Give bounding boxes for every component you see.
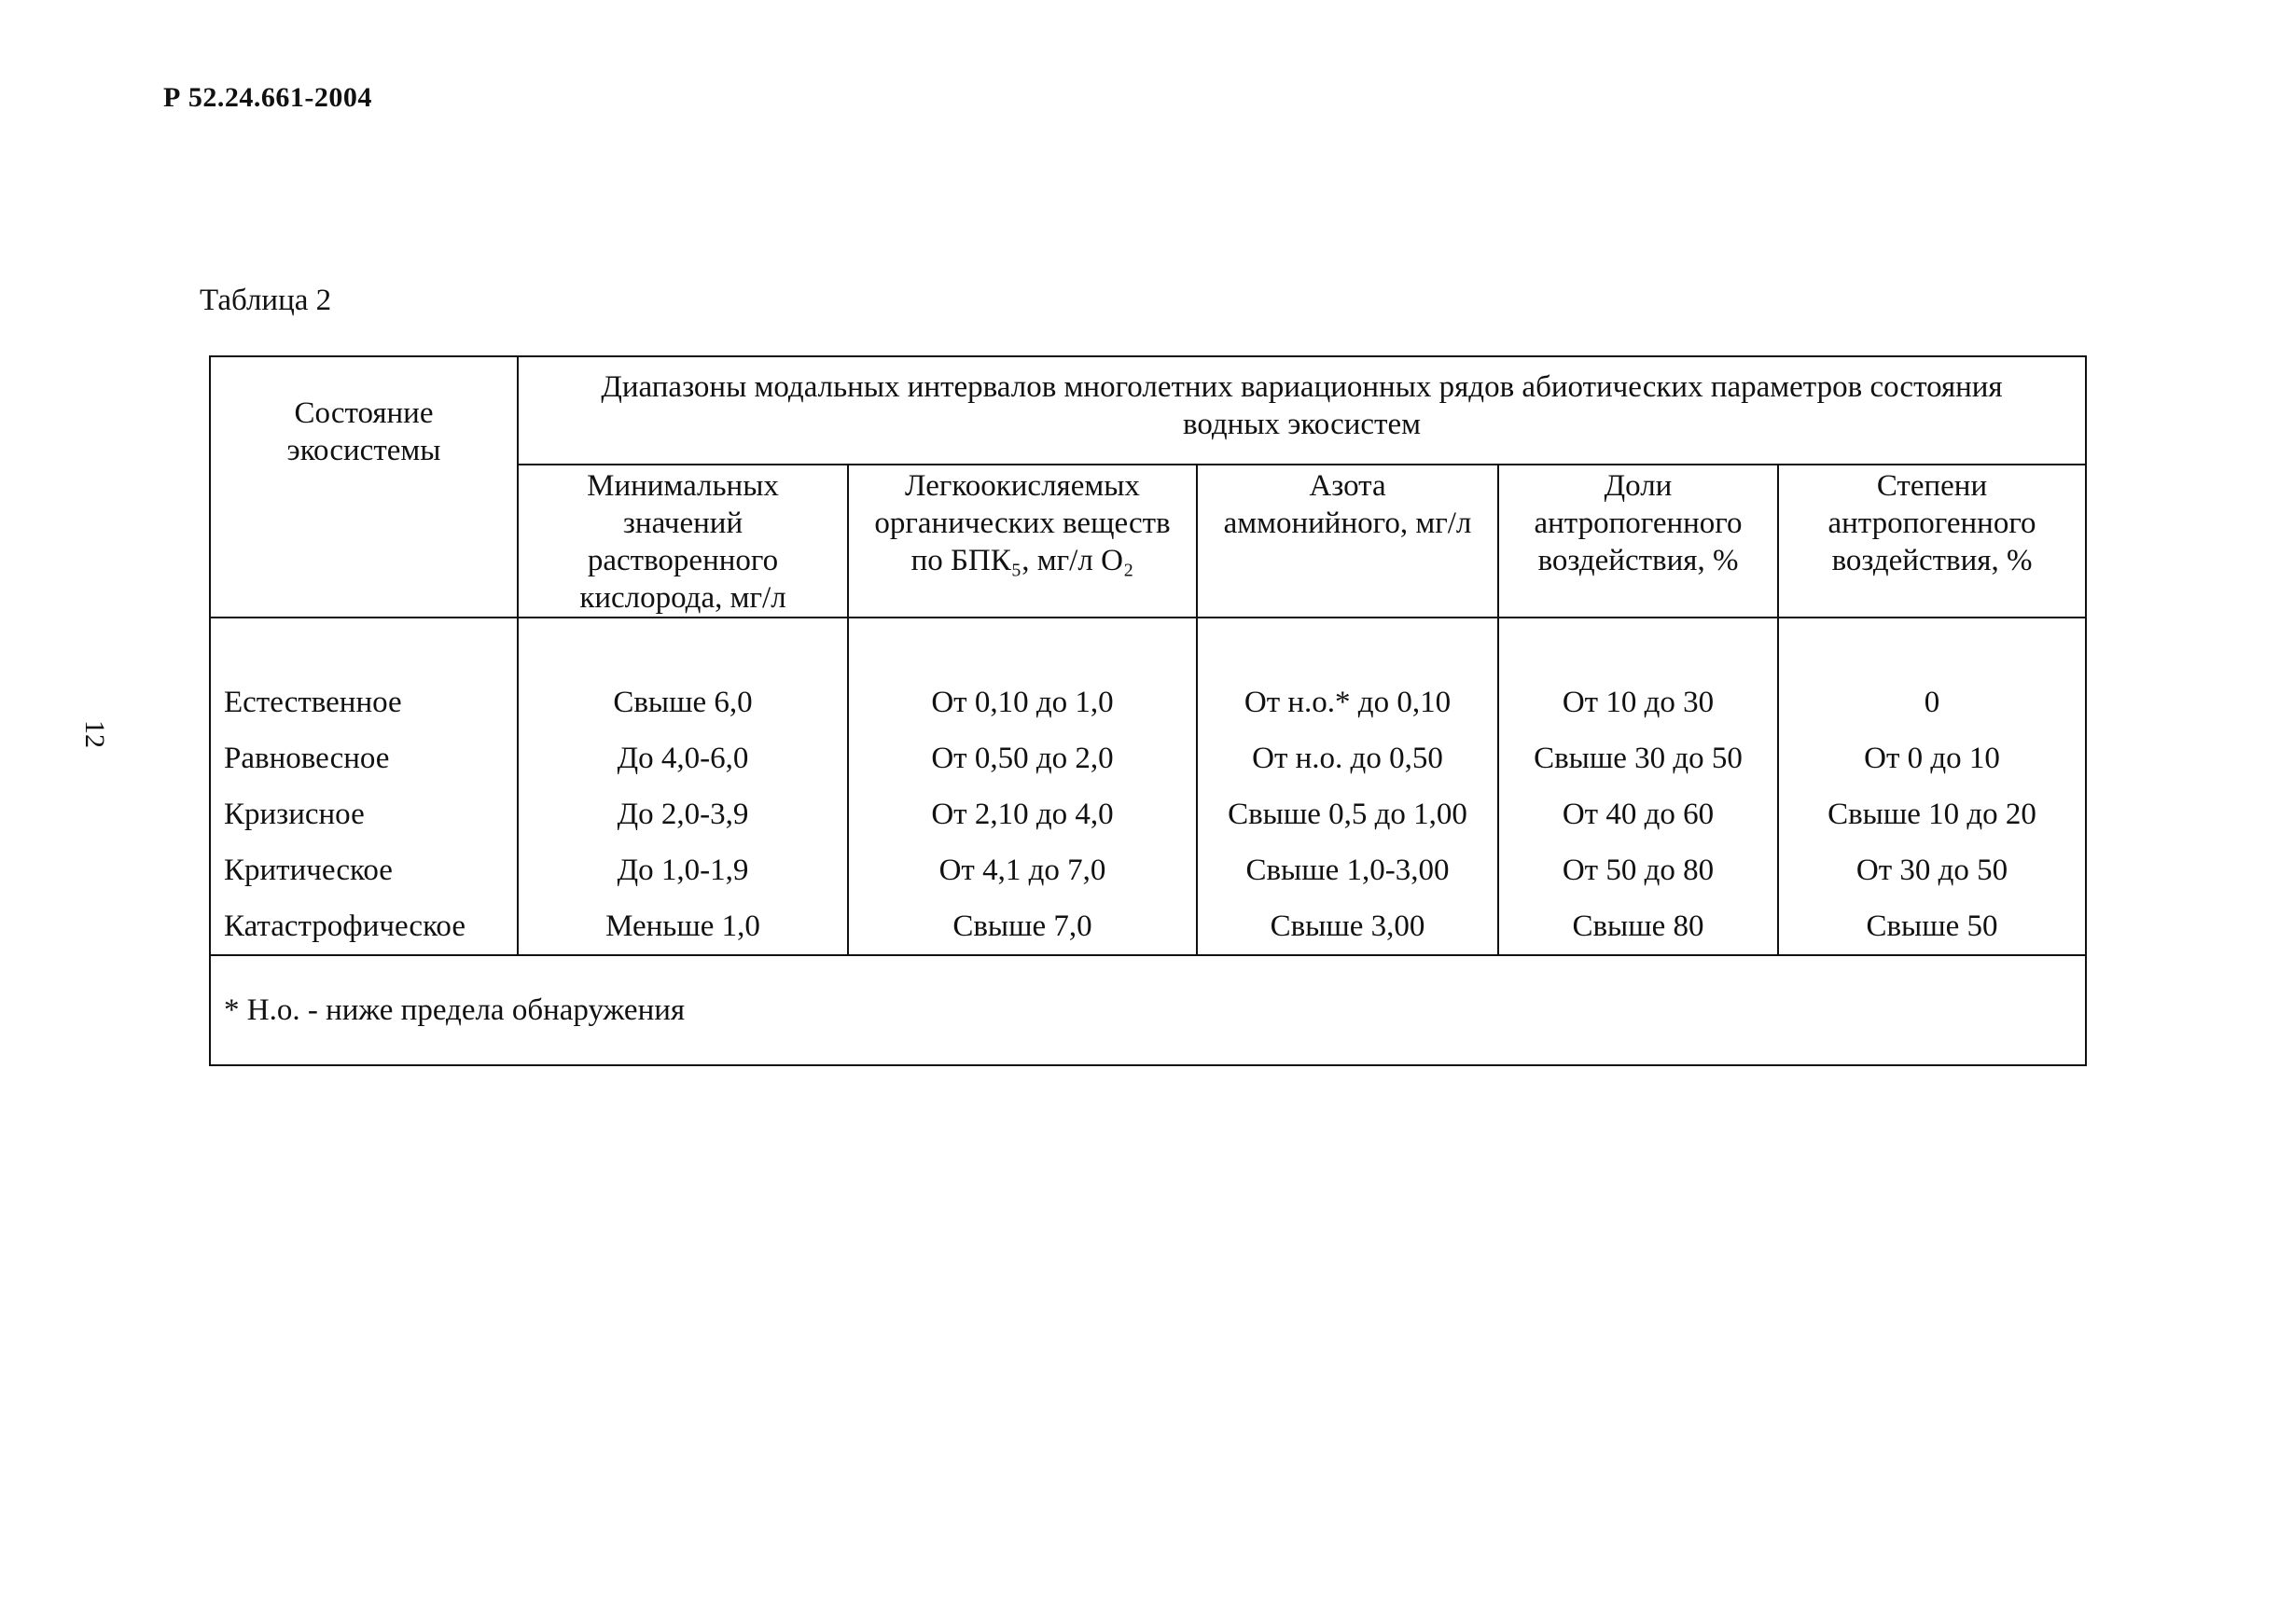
table-caption: Таблица 2 [200, 284, 332, 317]
table-value: От 0,50 до 2,0 [931, 742, 1114, 775]
table-value: Свыше 30 до 50 [1534, 742, 1743, 775]
table-value: Свыше 10 до 20 [1827, 798, 2036, 831]
header-line: Состояние [294, 396, 434, 430]
state-name: Кризисное [224, 798, 365, 831]
table-value: От 0,10 до 1,0 [931, 686, 1114, 719]
state-column-header [210, 356, 518, 618]
state-name: Естественное [224, 686, 402, 719]
ammonium-values-cell [1197, 618, 1498, 955]
column-header-anthropogenic-share [1498, 465, 1778, 618]
table-value: Свыше 0,5 до 1,00 [1228, 798, 1467, 831]
table-value: От 10 до 30 [1562, 686, 1715, 719]
table-value: От н.о.* до 0,10 [1244, 686, 1452, 719]
table-value: Свыше 80 [1572, 909, 1704, 943]
header-line: воздействия, % [1831, 544, 2033, 577]
header-line: кислорода, мг/л [579, 581, 786, 615]
header-line: экосистемы [286, 434, 441, 467]
anthropogenic-degree-values-cell [1778, 618, 2086, 955]
table-value: Меньше 1,0 [605, 909, 760, 943]
state-name: Критическое [224, 854, 393, 887]
table-value: От 2,10 до 4,0 [931, 798, 1114, 831]
table-value: До 2,0-3,9 [617, 798, 749, 831]
header-line: органических веществ [874, 507, 1171, 540]
page-number: 12 [79, 720, 110, 748]
header-line: растворенного [587, 544, 779, 577]
header-line: Легкоокисляемых [905, 469, 1140, 503]
footnote-text: * Н.о. - ниже предела обнаружения [224, 993, 686, 1027]
header-line: Доли [1604, 469, 1673, 503]
bod-values-cell [848, 618, 1197, 955]
table-value: От 40 до 60 [1562, 798, 1715, 831]
ecosystem-state-table [209, 355, 2087, 1066]
table-value: 0 [1924, 686, 1940, 719]
header-line: Диапазоны модальных интервалов многолетних вариационных рядов абиотических параметров состояния [601, 370, 2003, 404]
header-line: Минимальных [587, 469, 779, 503]
table-value: От 0 до 10 [1864, 742, 2000, 775]
table-value: От н.о. до 0,50 [1252, 742, 1443, 775]
state-name: Катастрофическое [224, 909, 466, 943]
table-value: От 4,1 до 7,0 [938, 854, 1106, 887]
table-value: До 1,0-1,9 [617, 854, 749, 887]
header-line: водных экосистем [1182, 408, 1422, 441]
header-line: антропогенного [1827, 507, 2036, 540]
column-header-anthropogenic-degree [1778, 465, 2086, 618]
header-line: антропогенного [1534, 507, 1743, 540]
state-names-cell [210, 618, 518, 955]
header-line: Азота [1309, 469, 1386, 503]
column-header-bod [848, 465, 1197, 618]
table-value: От 30 до 50 [1855, 854, 2008, 887]
table-value: Свыше 50 [1866, 909, 1998, 943]
table-value: До 4,0-6,0 [617, 742, 749, 775]
table-value: Свыше 7,0 [952, 909, 1092, 943]
oxygen-values-cell [518, 618, 848, 955]
table-footnote [210, 955, 2086, 1065]
document-code: Р 52.24.661-2004 [163, 82, 372, 113]
column-header-oxygen [518, 465, 848, 618]
ranges-group-header [518, 356, 2086, 465]
header-line: значений [622, 507, 743, 540]
header-line: воздействия, % [1537, 544, 1739, 577]
anthropogenic-share-values-cell [1498, 618, 1778, 955]
state-name: Равновесное [224, 742, 390, 775]
table-value: Свыше 1,0-3,00 [1245, 854, 1450, 887]
table-value: От 50 до 80 [1562, 854, 1715, 887]
column-header-ammonium [1197, 465, 1498, 618]
table-value: Свыше 6,0 [613, 686, 753, 719]
header-line: аммонийного, мг/л [1223, 507, 1472, 540]
table-value: Свыше 3,00 [1270, 909, 1425, 943]
header-line: Степени [1876, 469, 1988, 503]
header-line: по БПК₅, мг/л О₂ [910, 544, 1134, 577]
